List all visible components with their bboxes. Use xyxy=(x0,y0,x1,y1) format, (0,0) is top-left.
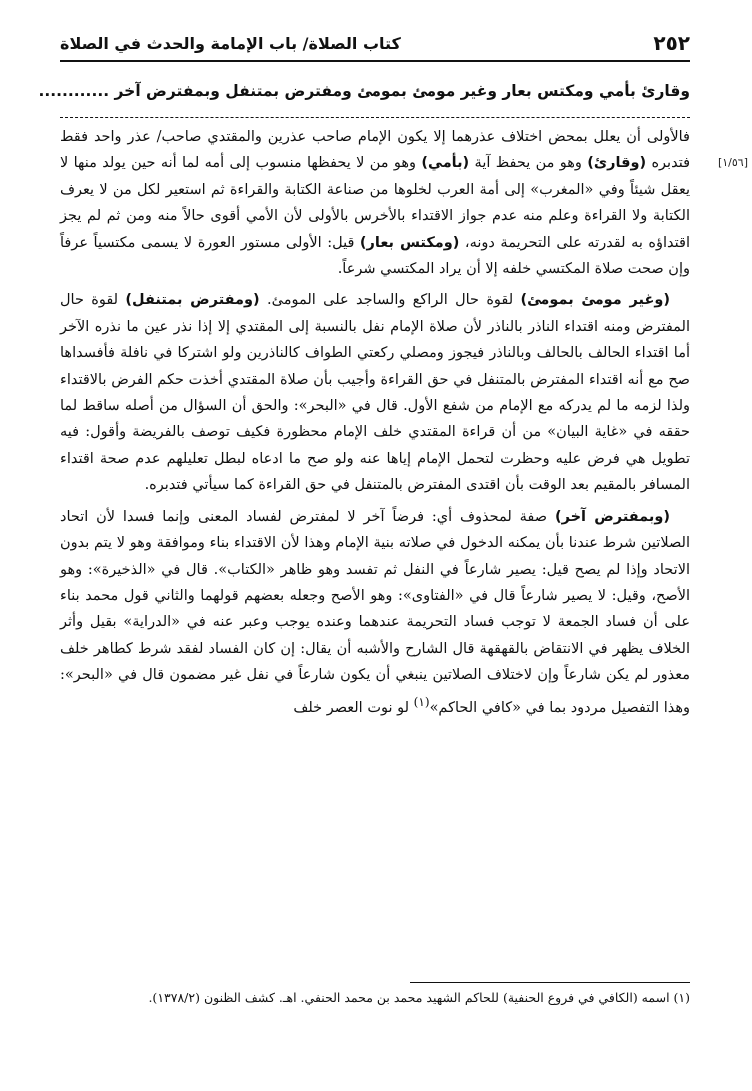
matn-text: وقارئ بأمي ومكتس بعار وغير مومئ بمومئ ومفترض بمتنفل وبمفترض آخر xyxy=(114,82,690,100)
paragraph xyxy=(60,124,690,282)
matn-quote: (ومكتس بعار) xyxy=(359,234,460,251)
page-header xyxy=(60,28,690,58)
commentary-text: قيل: الأولى مستور العورة لا يسمى مكتسياً عرفاً وإن صحت صلاة المكتسي خلفه إلا أن يراد المكتسي شرعاً. xyxy=(60,234,690,278)
commentary-text: وهو من لا يحفظها منسوب إلى أمه لما أنه حين يولد منها لا يعقل شيئاً وفي «المغرب» إلى أمة العرب لخلوها من صناعة الكتابة والقراءة ثم استعير لكل من لا يعرف الكتابة ولا القراءة وعلم منه عدم جواز الاقتداء بالأخرس بالأولى لأن الأمي أقوى حالاً منه ومن ثم لم يجز اقتداؤه به لقدرته على التحريمة دونه، xyxy=(60,155,691,251)
matn-line xyxy=(38,76,690,106)
matn-quote: (وقارئ) xyxy=(587,155,647,172)
footnote-rule xyxy=(410,982,690,983)
matn-divider xyxy=(60,117,690,118)
running-title: كتاب الصلاة/ باب الإمامة والحدث في الصلاة xyxy=(60,33,401,53)
commentary-text: صفة لمحذوف أي: فرضاً آخر لا لمفترض لفساد المعنى وإنما فسدا لأن اتحاد الصلاتين شرط عندنا بأن يمكنه الدخول في صلاته بنية الإمام وهذا لأن الاقتداء بناء وموافقة وهو لا يتم بدون الاتحاد وإذا لم يصح قيل: يصير شارعاً في النفل ثم تفسد وهو ظاهر «الكتاب». قال في «الذخيرة»: وهو الأصح، وقيل: لا يصير شارعاً قال في «الفتاوى»: وهو الأصح وجعله بعضهم قولهما والثاني قول محمد بناء على أن فساد الجمعة لا توجب فساد التحريمة عندهما وعنده يوجب وعبر عنه في «الدراية» بقيل وأثر الخلاف يظهر في الانتقاض بالقهقهة قال الشارح والأشبه أن يقال: إن كان الفساد لفقد شرط كطاهر خلف معذور لم يكن شارعاً وإن لاختلاف الصلاتين ينبغي أن يكون شارعاً في نفل غير مضمون قال في «البحر»: وهذا التفصيل مردود بما في «كافي الحاكم» xyxy=(60,508,690,716)
paragraph xyxy=(60,287,690,498)
commentary-body xyxy=(60,124,690,726)
footnote-marker: (١) xyxy=(413,694,430,709)
matn-quote: (ومفترض بمتنفل) xyxy=(125,292,260,309)
paragraph xyxy=(60,504,690,721)
footnote: (١) اسمه (الكافي في فروع الحنفية) للحاكم الشهيد محمد بن محمد الحنفي. اهـ. كشف الظنون (١٣٧٨/٢). xyxy=(148,990,690,1005)
commentary-text: لو نوت العصر خلف xyxy=(293,699,414,716)
matn-quote: (وبمفترض آخر) xyxy=(554,508,670,525)
commentary-text: لقوة حال المفترض ومنه اقتداء الناذر بالناذر لأن صلاة الإمام نفل بالنسبة إلى المقتدي إلا إذا نذر عين ما نذره الآخر أما اقتداء الحالف بالحالف وبالناذر فيجوز ومصلي ركعتي الطواف كالناذرين ولو اشتركا في نافلة فأفسداها صح مع أنه اقتداء المفترض بالمتنفل في حق القراءة وأجيب بأن صلاة المقتدي أخذت حكم الفرض بالاقتداء ولذا لزمه ما لم يدركه مع الإمام من شفع الأول. قال في «البحر»: والحق أن السؤال من أصله ساقط لما حققه في «غاية البيان» من أن قراءة المقتدي خلف الإمام محظورة فكيف توصف بالفريضة وأقول: فيه تطويل هي فرض عليه وحظرت لتحمل الإمام إياها عنه ولو صح ما ادعاه لبطل تعليلهم عدم صحة اقتداء المسافر بالمقيم بعد الوقت بأن اقتدى المفترض بالمتنفل في حق القراءة كما سيأتي فتدبره. xyxy=(60,292,690,494)
manuscript-folio-ref: [١/٥٦] xyxy=(717,156,748,169)
matn-quote: (وغير مومئ بمومئ) xyxy=(520,292,670,309)
matn-quote: (بأمي) xyxy=(421,155,470,172)
matn-dots: ............ xyxy=(38,82,110,100)
header-rule xyxy=(60,60,690,62)
commentary-text: فالأولى أن يعلل بمحض اختلاف عذرهما إلا يكون الإمام صاحب عذرين والمقتدي صاحب/ عذر واحد فقط فتدبره xyxy=(60,129,690,172)
commentary-text: وهو من يحفظ آية xyxy=(469,155,588,172)
commentary-text: لقوة حال الراكع والساجد على المومئ. xyxy=(259,292,521,309)
page-number: ٢٥٢ xyxy=(653,31,690,55)
